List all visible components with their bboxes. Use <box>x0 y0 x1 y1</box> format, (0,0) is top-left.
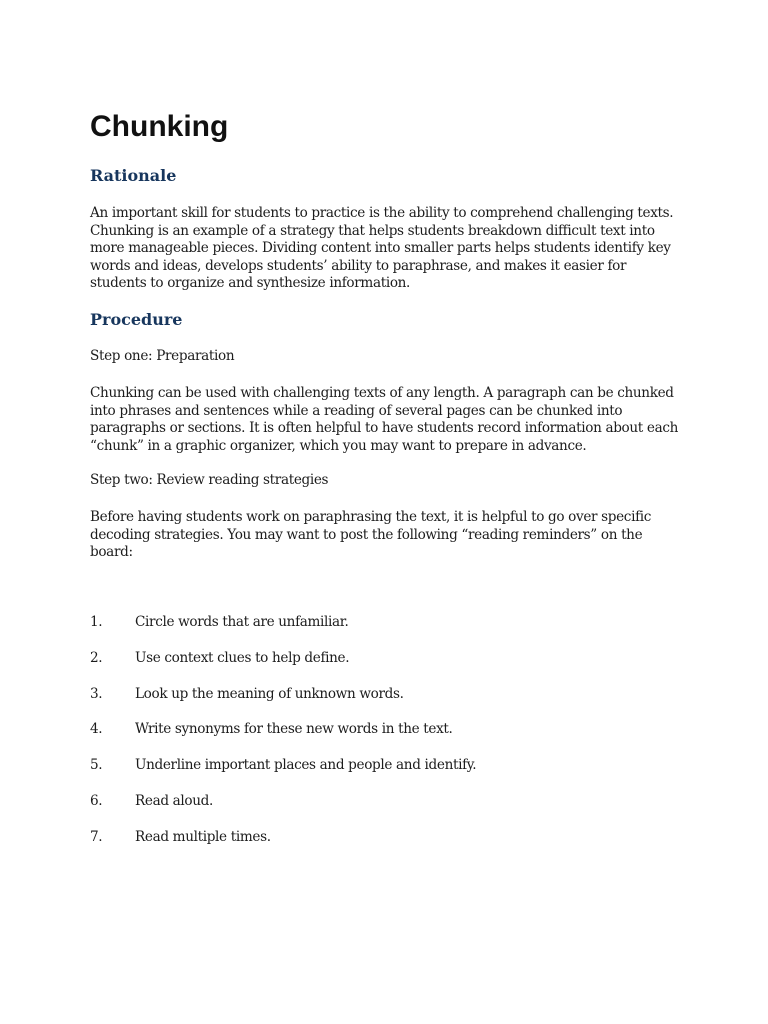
list-item <box>90 829 476 865</box>
list-item-text: Read multiple times. <box>135 828 271 845</box>
list-item-text: Read aloud. <box>135 792 213 809</box>
procedure-heading: Procedure <box>90 310 183 329</box>
reading-reminders-list <box>90 614 476 865</box>
list-item-text: Write synonyms for these new words in the text. <box>135 721 453 738</box>
list-item <box>90 650 476 686</box>
list-item-number: 6. <box>90 792 103 809</box>
page-title: Chunking <box>90 110 229 143</box>
rationale-paragraph: An important skill for students to practice is the ability to comprehend challenging texts. Chunking is an example of a strategy that helps students breakdown difficult text into more manageable pieces. Dividing content into smaller parts helps students identify key words and ideas, develops students’ ability to paraphrase, and makes it easier for students to organize and synthesize information. <box>90 205 674 291</box>
list-item-number: 4. <box>90 721 103 738</box>
step-one-paragraph: Chunking can be used with challenging texts of any length. A paragraph can be chunked into phrases and sentences while a reading of several pages can be chunked into paragraphs or sections. It is often helpful to have students record information about each “chunk” in a graphic organizer, which you may want to prepare in advance. <box>90 385 678 454</box>
list-item <box>90 614 476 650</box>
list-item <box>90 793 476 829</box>
list-item-number: 7. <box>90 828 103 845</box>
list-item-text: Underline important places and people and identify. <box>135 757 477 774</box>
list-item <box>90 757 476 793</box>
list-item-number: 2. <box>90 649 103 666</box>
list-item-text: Use context clues to help define. <box>135 649 350 666</box>
list-item-text: Circle words that are unfamiliar. <box>135 614 349 630</box>
list-item <box>90 686 476 722</box>
step-one-label: Step one: Preparation <box>90 348 235 364</box>
list-item-text: Look up the meaning of unknown words. <box>135 685 404 702</box>
list-item-number: 3. <box>90 685 103 702</box>
list-item-number: 5. <box>90 757 103 774</box>
rationale-heading: Rationale <box>90 166 177 185</box>
step-two-paragraph: Before having students work on paraphrasing the text, it is helpful to go over specific decoding strategies. You may want to post the following “reading reminders” on the board: <box>90 509 652 560</box>
list-item <box>90 721 476 757</box>
list-item-number: 1. <box>90 614 103 630</box>
step-two-label: Step two: Review reading strategies <box>90 472 329 488</box>
